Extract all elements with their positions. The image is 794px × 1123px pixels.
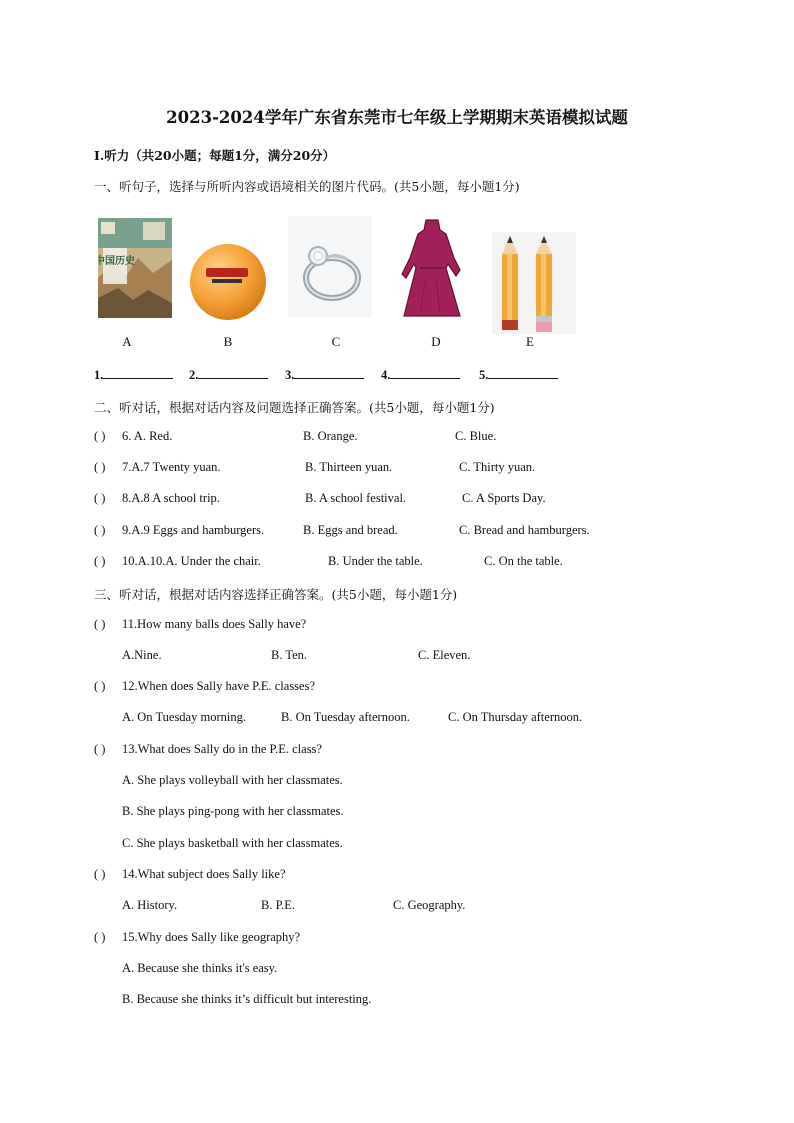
q6-option-c: C. Blue. (455, 429, 497, 443)
q14-option-c: C. Geography. (393, 898, 466, 912)
pencils-icon (492, 232, 576, 334)
q13-option-a: A. She plays volleyball with her classmates. (122, 773, 343, 787)
answer-paren-12[interactable]: ( ) (94, 679, 106, 693)
picture-label-c: C (331, 334, 341, 349)
q11-text: 11.How many balls does Sally have? (122, 617, 307, 631)
answer-blank-5[interactable]: 5. (479, 366, 558, 383)
answer-paren-9[interactable]: ( ) (94, 523, 106, 537)
ring-icon (288, 216, 372, 318)
answer-paren-13[interactable]: ( ) (94, 742, 106, 756)
q8-option-a: 8.A.8 A school trip. (122, 491, 220, 505)
answer-blank-2[interactable]: 2. (189, 366, 268, 383)
answer-paren-7[interactable]: ( ) (94, 460, 106, 474)
section1-heading: 一、听句子，选择与所听内容或语境相关的图片代码。(共5小题，每小题1分) (94, 179, 520, 194)
q10-option-a: 10.A.10.A. Under the chair. (122, 554, 261, 568)
q7-option-b: B. Thirteen yuan. (305, 460, 393, 474)
document-title: 2023-2024学年广东省东莞市七年级上学期期末英语模拟试题 (166, 108, 628, 127)
q13-option-b: B. She plays ping-pong with her classmates. (122, 804, 344, 818)
section2-heading: 二、听对话，根据对话内容及问题选择正确答案。(共5小题，每小题1分) (94, 400, 495, 415)
section3-heading: 三、听对话，根据对话内容选择正确答案。(共5小题，每小题1分) (94, 587, 458, 602)
q9-option-a: 9.A.9 Eggs and hamburgers. (122, 523, 265, 537)
q10-option-c: C. On the table. (484, 554, 563, 568)
q15-option-b: B. Because she thinks it’s difficult but interesting. (122, 992, 372, 1006)
q6-option-b: B. Orange. (303, 429, 358, 443)
q15-text: 15.Why does Sally like geography? (122, 930, 301, 944)
picture-label-d: D (431, 334, 441, 349)
q8-option-b: B. A school festival. (305, 491, 407, 505)
dress-icon (390, 218, 474, 320)
picture-label-b: B (223, 334, 233, 349)
q6-option-a: 6. A. Red. (122, 429, 173, 443)
history-textbook-icon (98, 218, 172, 318)
q14-option-b: B. P.E. (261, 898, 296, 912)
answer-paren-11[interactable]: ( ) (94, 617, 106, 631)
q11-option-b: B. Ten. (271, 648, 308, 662)
part1-heading: I.听力（共20小题；每题1分，满分20分） (94, 148, 336, 163)
q11-option-a: A.Nine. (122, 648, 162, 662)
answer-paren-6[interactable]: ( ) (94, 429, 106, 443)
answer-blank-4[interactable]: 4. (381, 366, 460, 383)
q13-option-c: C. She plays basketball with her classmates. (122, 836, 343, 850)
q10-option-b: B. Under the table. (328, 554, 423, 568)
ping-pong-ball-icon (188, 242, 268, 322)
answer-paren-15[interactable]: ( ) (94, 930, 106, 944)
picture-label-e: E (526, 334, 534, 349)
q15-option-a: A. Because she thinks it's easy. (122, 961, 278, 975)
q7-option-c: C. Thirty yuan. (459, 460, 536, 474)
q14-option-a: A. History. (122, 898, 178, 912)
answer-paren-10[interactable]: ( ) (94, 554, 106, 568)
q8-option-c: C. A Sports Day. (462, 491, 546, 505)
answer-paren-8[interactable]: ( ) (94, 491, 106, 505)
answer-blank-1[interactable]: 1. (94, 366, 173, 383)
book-title-text: 中国历史 (98, 256, 135, 267)
q12-option-c: C. On Thursday afternoon. (448, 710, 583, 724)
q12-option-a: A. On Tuesday morning. (122, 710, 246, 724)
q14-text: 14.What subject does Sally like? (122, 867, 286, 881)
q9-option-c: C. Bread and hamburgers. (459, 523, 590, 537)
q9-option-b: B. Eggs and bread. (303, 523, 398, 537)
q12-option-b: B. On Tuesday afternoon. (281, 710, 410, 724)
q12-text: 12.When does Sally have P.E. classes? (122, 679, 316, 693)
q13-text: 13.What does Sally do in the P.E. class? (122, 742, 322, 756)
picture-label-a: A (122, 334, 132, 349)
q7-option-a: 7.A.7 Twenty yuan. (122, 460, 221, 474)
q11-option-c: C. Eleven. (418, 648, 471, 662)
answer-paren-14[interactable]: ( ) (94, 867, 106, 881)
answer-blank-3[interactable]: 3. (285, 366, 364, 383)
